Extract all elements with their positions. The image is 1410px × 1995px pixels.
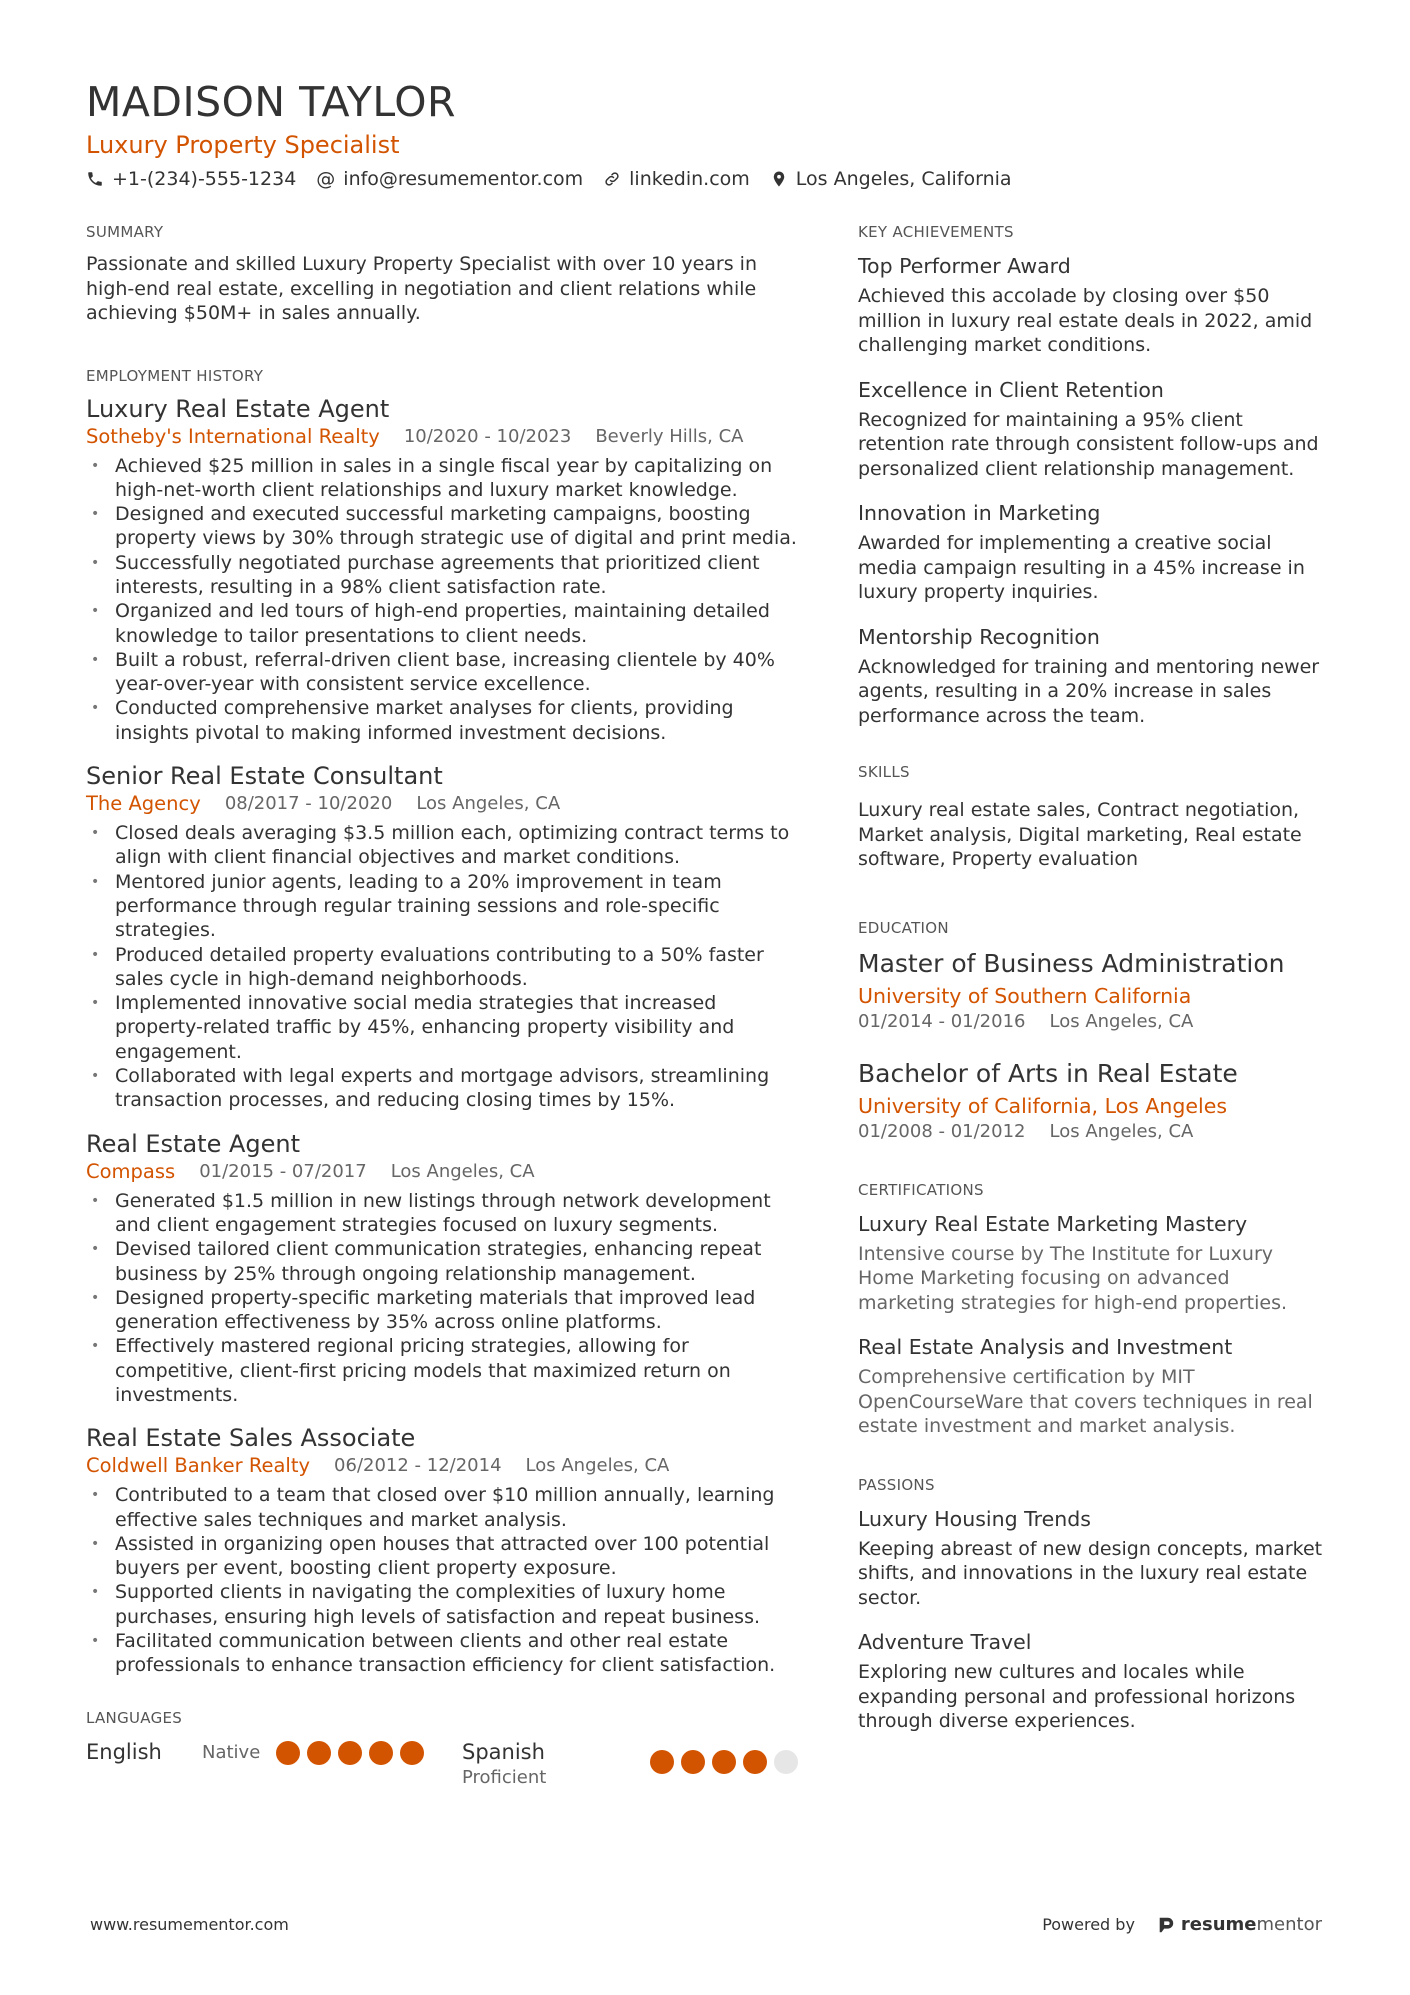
achievement-text: Recognized for maintaining a 95% client retention rate through consistent follow-ups and personalized client relationship management.	[858, 408, 1319, 480]
language-level: Native	[202, 1741, 261, 1763]
job-bullet: • Contributed to a team that closed over $10 million annually, learning effective sales techniques and market analysis.	[86, 1483, 798, 1532]
education-item	[858, 948, 1323, 1034]
job-location: Los Angeles, CA	[416, 793, 561, 815]
job-bullet: • Conducted comprehensive market analyses for clients, providing insights pivotal to making informed investment decisions.	[86, 696, 798, 745]
summary-text: Passionate and skilled Luxury Property Specialist with over 10 years in high-end real estate, excelling in negotiation and client relations while achieving $50M+ in sales annually.	[86, 253, 757, 324]
footer-website[interactable]: www.resumementor.com	[90, 1915, 289, 1934]
achievement-title: Mentorship Recognition	[858, 624, 1100, 649]
rating-dot-filled	[400, 1741, 424, 1765]
at-icon: @	[316, 168, 336, 190]
achievement-text: Achieved this accolade by closing over $50 million in luxury real estate deals in 2022, amid challenging market conditions.	[858, 285, 1313, 356]
language-name: Spanish	[462, 1739, 545, 1764]
job-bullet: • Designed and executed successful marketing campaigns, boosting property views by 30% through strategic use of digital and print media.	[86, 502, 798, 551]
summary-section	[86, 222, 798, 326]
achievements-heading: KEY ACHIEVEMENTS	[858, 223, 1014, 241]
phone-icon	[86, 170, 104, 188]
education-dates: 01/2014 - 01/2016	[858, 1010, 1026, 1032]
job-entry	[86, 394, 798, 746]
skills-section	[858, 762, 1323, 872]
job-bullet: • Produced detailed property evaluations contributing to a 50% faster sales cycle in high-demand neighborhoods.	[86, 943, 798, 992]
job-dates: 01/2015 - 07/2017	[199, 1160, 367, 1182]
job-bullet: • Achieved $25 million in sales in a single fiscal year by capitalizing on high-net-worth client relationships and luxury market knowledge.	[86, 454, 798, 503]
certifications-section	[858, 1180, 1323, 1439]
education-school: University of Southern California	[858, 983, 1192, 1008]
brand-logo-icon	[1157, 1916, 1175, 1934]
language-list	[86, 1738, 798, 1790]
certification-list	[858, 1210, 1323, 1439]
job-bullet: • Facilitated communication between clients and other real estate professionals to enhance transaction efficiency for client satisfaction.	[86, 1629, 798, 1678]
language-item	[86, 1738, 462, 1766]
summary-heading: SUMMARY	[86, 223, 164, 241]
job-title: Senior Real Estate Consultant	[86, 762, 443, 791]
job-bullet: • Collaborated with legal experts and mortgage advisors, streamlining transaction processes, and reducing closing times by 15%.	[86, 1064, 798, 1113]
job-title: Real Estate Sales Associate	[86, 1424, 416, 1453]
achievement-title: Top Performer Award	[858, 254, 1071, 278]
achievement-text: Awarded for implementing a creative social media campaign resulting in a 45% increase in luxury property inquiries.	[858, 532, 1305, 603]
location-text: Los Angeles, California	[795, 168, 1012, 190]
job-company: Coldwell Banker Realty	[86, 1454, 311, 1478]
certification-text: Comprehensive certification by MIT OpenCourseWare that covers techniques in real estate investment and market analysis.	[858, 1366, 1313, 1437]
education-location: Los Angeles, CA	[1049, 1120, 1194, 1142]
certification-item	[858, 1210, 1323, 1316]
achievement-item	[858, 252, 1323, 358]
skills-heading: SKILLS	[858, 763, 910, 781]
passion-list	[858, 1505, 1323, 1734]
passion-text: Keeping abreast of new design concepts, market shifts, and innovations in the luxury real estate sector.	[858, 1537, 1323, 1609]
achievement-item	[858, 499, 1323, 605]
passion-item	[858, 1628, 1323, 1734]
footer	[90, 1914, 1322, 1935]
passions-heading: PASSIONS	[858, 1475, 935, 1494]
right-column	[858, 222, 1323, 1824]
contact-email[interactable]	[316, 166, 583, 192]
job-bullet: • Closed deals averaging $3.5 million each, optimizing contract terms to align with client financial objectives and market conditions.	[86, 821, 798, 870]
skills-text: Luxury real estate sales, Contract negotiation, Market analysis, Digital marketing, Real estate software, Property evaluation	[858, 799, 1302, 870]
certifications-heading: CERTIFICATIONS	[858, 1180, 984, 1199]
job-dates: 06/2012 - 12/2014	[334, 1455, 502, 1477]
rating-dot-filled	[307, 1741, 331, 1765]
education-meta	[858, 1010, 1323, 1034]
contact-linkedin[interactable]	[603, 166, 750, 192]
language-name: English	[86, 1739, 162, 1764]
rating-dot-filled	[369, 1741, 393, 1765]
language-item	[462, 1738, 798, 1790]
education-dates: 01/2008 - 01/2012	[858, 1120, 1026, 1142]
contact-phone[interactable]	[86, 166, 296, 192]
resume-columns	[86, 222, 1326, 1824]
brand-rest: mentor	[1256, 1914, 1322, 1935]
rating-dot-filled	[338, 1741, 362, 1765]
certification-item	[858, 1333, 1323, 1439]
job-bullets	[86, 1189, 798, 1408]
resume-page	[86, 78, 1326, 1788]
contact-location	[770, 166, 1012, 192]
language-rating	[276, 1741, 424, 1765]
job-location: Beverly Hills, CA	[595, 425, 744, 447]
rating-dot-filled	[650, 1750, 674, 1774]
achievement-list	[858, 252, 1323, 728]
location-pin-icon	[770, 170, 788, 188]
rating-dot-filled	[712, 1750, 736, 1774]
job-company: Sotheby's International Realty	[86, 424, 380, 448]
languages-section	[86, 1708, 798, 1790]
left-column	[86, 222, 798, 1824]
certification-text: Intensive course by The Institute for Luxury Home Marketing focusing on advanced marketing strategies for high-end properties.	[858, 1242, 1288, 1314]
rating-dot-filled	[681, 1750, 705, 1774]
job-company: Compass	[86, 1159, 176, 1183]
certification-title: Luxury Real Estate Marketing Mastery	[858, 1211, 1248, 1236]
passion-text: Exploring new cultures and locales while expanding personal and professional horizons through diverse experiences.	[858, 1661, 1296, 1732]
job-bullet: • Effectively mastered regional pricing strategies, allowing for competitive, client-first pricing models that maximized return on investments.	[86, 1334, 798, 1407]
job-bullet: • Mentored junior agents, leading to a 20% improvement in team performance through regular training sessions and role-specific strategies.	[86, 870, 798, 943]
job-bullets	[86, 1483, 798, 1677]
brand-logo[interactable]	[1157, 1914, 1322, 1935]
job-title: Real Estate Agent	[86, 1129, 300, 1158]
passion-item	[858, 1505, 1323, 1611]
job-bullets	[86, 821, 798, 1113]
job-list	[86, 394, 798, 1678]
job-bullet: • Designed property-specific marketing materials that improved lead generation effectiveness by 35% across online platforms.	[86, 1286, 798, 1335]
email-text: info@resumementor.com	[343, 168, 584, 190]
job-bullet: • Successfully negotiated purchase agreements that prioritized client interests, resulting in a 98% client satisfaction rate.	[86, 551, 798, 600]
job-location: Los Angeles, CA	[525, 1455, 670, 1477]
job-meta	[86, 791, 798, 817]
linkedin-text: linkedin.com	[629, 168, 750, 190]
education-meta	[858, 1120, 1323, 1144]
achievement-text: Acknowledged for training and mentoring newer agents, resulting in a 20% increase in sales performance across the team.	[858, 655, 1320, 727]
powered-by-label: Powered by	[1042, 1915, 1135, 1934]
job-bullet: • Supported clients in navigating the complexities of luxury home purchases, ensuring high levels of satisfaction and repeat business.	[86, 1580, 798, 1629]
powered-by	[1042, 1914, 1322, 1935]
education-section	[858, 918, 1323, 1144]
job-bullet: • Implemented innovative social media strategies that increased property-related traffic by 45%, enhancing property visibility and engagement.	[86, 991, 798, 1064]
passions-section	[858, 1475, 1323, 1734]
job-bullet: • Devised tailored client communication strategies, enhancing repeat business by 25% through ongoing relationship management.	[86, 1237, 798, 1286]
link-icon	[603, 170, 621, 188]
job-bullet: • Generated $1.5 million in new listings through network development and client engagement strategies focused on luxury segments.	[86, 1189, 798, 1238]
brand-bold: resume	[1180, 1914, 1257, 1935]
phone-text: +1-(234)-555-1234	[112, 168, 297, 190]
rating-dot-filled	[743, 1750, 767, 1774]
education-list	[858, 948, 1323, 1144]
job-title: Luxury Real Estate Agent	[86, 394, 390, 423]
achievement-title: Excellence in Client Retention	[858, 377, 1164, 402]
language-rating	[650, 1750, 798, 1774]
job-location: Los Angeles, CA	[390, 1160, 535, 1182]
job-meta	[86, 424, 798, 450]
rating-dot-filled	[276, 1741, 300, 1765]
job-company: The Agency	[86, 792, 201, 816]
employment-heading: EMPLOYMENT HISTORY	[86, 366, 264, 385]
certification-title: Real Estate Analysis and Investment	[858, 1335, 1233, 1359]
achievement-item	[858, 623, 1323, 729]
education-item	[858, 1058, 1323, 1144]
job-bullet: • Built a robust, referral-driven client base, increasing clientele by 40% year-over-year with consistent service excellence.	[86, 648, 798, 697]
education-location: Los Angeles, CA	[1049, 1010, 1194, 1032]
language-level: Proficient	[462, 1766, 547, 1788]
job-entry	[86, 1423, 798, 1677]
employment-section	[86, 366, 798, 1678]
job-dates: 10/2020 - 10/2023	[403, 425, 572, 447]
languages-heading: LANGUAGES	[86, 1708, 183, 1727]
achievements-section	[858, 222, 1323, 728]
education-degree: Bachelor of Arts in Real Estate	[858, 1058, 1238, 1088]
rating-dot-empty	[774, 1750, 798, 1774]
contact-bar	[86, 166, 1326, 192]
education-heading: EDUCATION	[858, 918, 949, 937]
job-entry	[86, 761, 798, 1113]
job-dates: 08/2017 - 10/2020	[224, 793, 393, 815]
job-entry	[86, 1129, 798, 1408]
passion-title: Adventure Travel	[858, 1630, 1032, 1654]
achievement-title: Innovation in Marketing	[858, 501, 1101, 525]
achievement-item	[858, 376, 1323, 482]
job-meta	[86, 1453, 798, 1479]
job-meta	[86, 1159, 798, 1185]
job-bullets	[86, 454, 798, 746]
language-label-group	[462, 1738, 650, 1790]
education-degree: Master of Business Administration	[858, 948, 1285, 978]
job-bullet: • Organized and led tours of high-end properties, maintaining detailed knowledge to tailor presentations to client needs.	[86, 599, 798, 648]
passion-title: Luxury Housing Trends	[858, 1506, 1091, 1531]
education-school: University of California, Los Angeles	[858, 1093, 1228, 1118]
candidate-title: Luxury Property Specialist	[86, 131, 400, 159]
candidate-name: MADISON TAYLOR	[86, 78, 456, 126]
job-bullet: • Assisted in organizing open houses that attracted over 100 potential buyers per event, boosting client property exposure.	[86, 1532, 798, 1581]
